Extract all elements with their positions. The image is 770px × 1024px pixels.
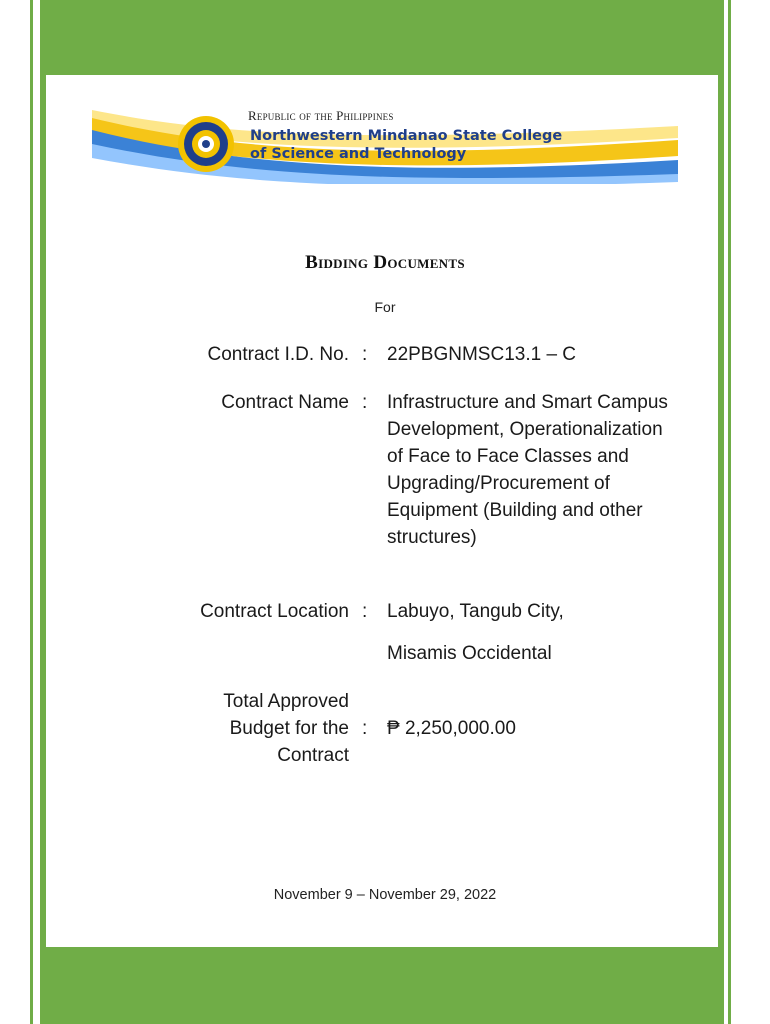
college-name bbox=[250, 127, 562, 163]
contract-id-label: Contract I.D. No. bbox=[207, 344, 349, 365]
colon: : bbox=[362, 601, 368, 622]
colon: : bbox=[362, 718, 368, 739]
colon: : bbox=[362, 344, 368, 365]
contract-name-label: Contract Name bbox=[221, 392, 349, 413]
contract-location-line2: Misamis Occidental bbox=[387, 643, 552, 664]
college-name-line1: Northwestern Mindanao State College bbox=[250, 128, 563, 144]
date-range: November 9 – November 29, 2022 bbox=[273, 887, 497, 903]
contract-id-value: 22PBGNMSC13.1 – C bbox=[387, 344, 577, 365]
left-margin bbox=[0, 0, 40, 1024]
budget-row bbox=[0, 688, 770, 770]
budget-label-line1: Total Approved bbox=[223, 691, 349, 712]
right-margin bbox=[718, 0, 770, 1024]
budget-label-line2: Budget for the bbox=[229, 718, 349, 739]
top-inner-band bbox=[46, 0, 718, 75]
for-label: For bbox=[374, 299, 396, 315]
colon: : bbox=[362, 392, 368, 413]
left-outer-line bbox=[30, 0, 33, 1024]
right-border-line bbox=[718, 0, 724, 1024]
college-seal-icon bbox=[176, 114, 236, 174]
republic-label: Republic of the Philippines bbox=[248, 108, 394, 123]
right-outer-line bbox=[728, 0, 731, 1024]
budget-value: ₱ 2,250,000.00 bbox=[387, 718, 516, 739]
document-title: Bidding Documents bbox=[305, 252, 465, 273]
college-name-line2: of Science and Technology bbox=[250, 146, 467, 162]
contract-name-value: Infrastructure and Smart Campus Development, Operationalization of Face to Face Classes and Upgrading/Procurement of Equipment (Building and other structures) bbox=[387, 392, 668, 548]
contract-location-label: Contract Location bbox=[200, 601, 349, 622]
bottom-inner-band bbox=[46, 947, 718, 1024]
contract-location-line1: Labuyo, Tangub City, bbox=[387, 601, 564, 622]
budget-label-line3: Contract bbox=[277, 745, 349, 766]
